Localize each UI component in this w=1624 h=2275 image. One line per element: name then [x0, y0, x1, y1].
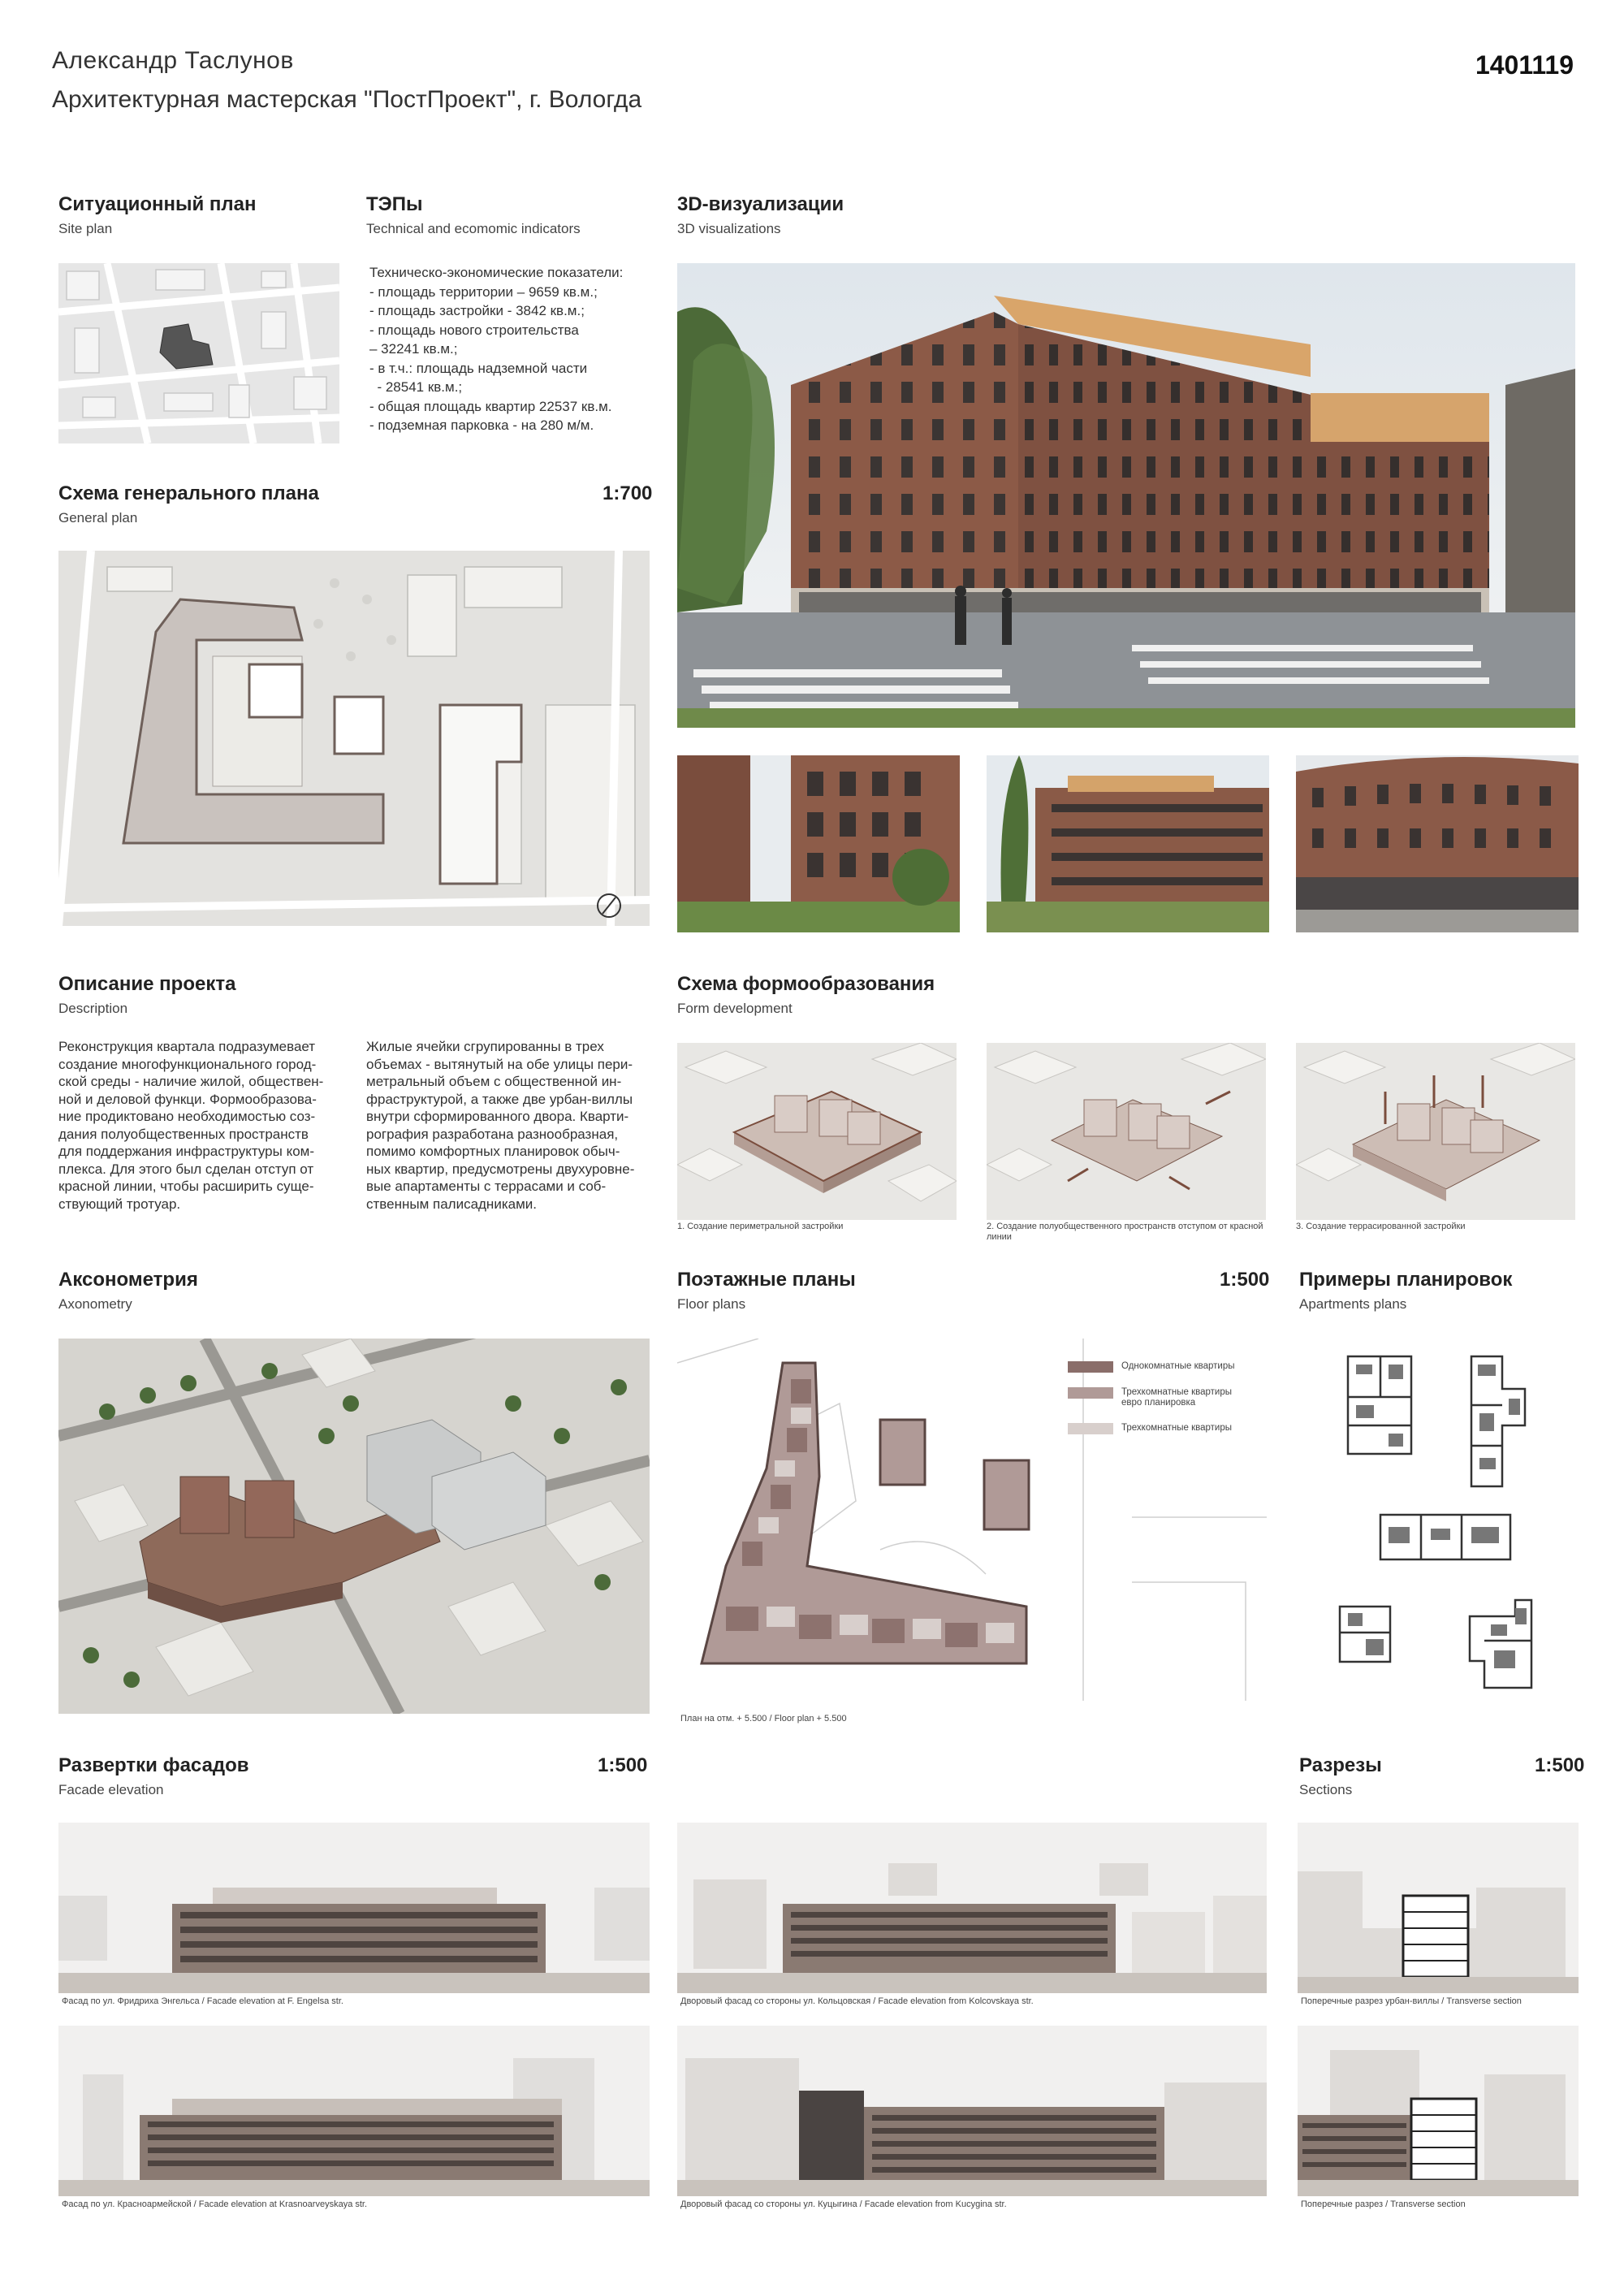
description-subtitle: Description [58, 1001, 128, 1016]
main-render-image [677, 263, 1575, 728]
teps-heading [366, 193, 581, 237]
facades-scale: 1:500 [598, 1754, 648, 1776]
apartments-heading [1299, 1269, 1512, 1313]
general-plan-image [58, 551, 650, 926]
description-line: красной линии, чтобы расширить суще- [58, 1179, 314, 1194]
form-caption-2: 2. Создание полуобщественного пространств отступом от красной линии [987, 1222, 1263, 1242]
floor-plan-legend [1068, 1361, 1255, 1449]
facade-elevation-1 [58, 1823, 650, 1993]
description-line: метральный объем с общественной ин- [366, 1074, 622, 1089]
description-line: объемах - вытянутый на обе улицы пери- [366, 1056, 633, 1072]
facade-caption-3: Фасад по ул. Красноармейской / Facade elevation at Krasnoarveyskaya str. [62, 2199, 368, 2209]
site-plan-subtitle: Site plan [58, 221, 113, 236]
legend-label: Однокомнатные квартиры [1121, 1361, 1235, 1371]
facade-caption-4: Дворовый фасад со стороны ул. Куцыгина / Facade elevation from Kucygina str. [680, 2199, 1007, 2209]
tep-line: - площадь территории – 9659 кв.м.; [369, 283, 598, 300]
axonometry-image [58, 1339, 650, 1714]
floor-plans-subtitle: Floor plans [677, 1296, 746, 1312]
author-name: Александр Таслунов [52, 47, 294, 74]
general-plan-subtitle: General plan [58, 510, 138, 525]
facade-elevation-3 [58, 2026, 650, 2196]
description-line: ных квартир, предусмотрены двухуровне- [366, 1161, 635, 1177]
tep-line: – 32241 кв.м.; [369, 341, 458, 357]
sections-scale: 1:500 [1535, 1754, 1585, 1776]
viz-heading [677, 193, 844, 237]
sections-title: Разрезы [1299, 1754, 1382, 1776]
tep-line: - общая площадь квартир 22537 кв.м. [369, 398, 612, 414]
section-image-2 [1298, 2026, 1579, 2196]
legend-swatch-3 [1068, 1423, 1113, 1434]
legend-item [1068, 1423, 1255, 1434]
teps-subtitle: Technical and ecomomic indicators [366, 221, 581, 236]
form-title: Схема формообразования [677, 973, 935, 995]
form-diagram-3 [1296, 1043, 1575, 1220]
site-plan-image [58, 263, 339, 443]
description-line: для поддержания инфраструктуры ком- [58, 1144, 315, 1159]
description-line: фраструктурой, а также две урбан-виллы [366, 1091, 633, 1107]
tep-line: - в т.ч.: площадь надземной части [369, 360, 588, 376]
viz-subtitle: 3D visualizations [677, 221, 781, 236]
site-plan-title: Ситуационный план [58, 193, 257, 215]
legend-swatch-2 [1068, 1387, 1113, 1399]
description-heading [58, 973, 235, 1017]
description-line: ской среды - наличие жилой, обществен- [58, 1074, 324, 1089]
facades-heading [58, 1754, 249, 1798]
render-thumb-2 [987, 755, 1269, 932]
form-subtitle: Form development [677, 1001, 793, 1016]
legend-swatch-1 [1068, 1361, 1113, 1373]
description-line: плекса. Для этого был сделан отступ от [58, 1161, 314, 1177]
description-line: дания полуобщественных пространств [58, 1126, 309, 1142]
axonometry-title: Аксонометрия [58, 1269, 198, 1291]
general-plan-title: Схема генерального плана [58, 482, 319, 504]
description-title: Описание проекта [58, 973, 236, 995]
teps-title: ТЭПы [366, 193, 423, 215]
facade-caption-2: Дворовый фасад со стороны ул. Кольцовская / Facade elevation from Kolcovskaya str. [680, 1996, 1034, 2006]
form-caption-3: 3. Создание террасированной застройки [1296, 1222, 1466, 1231]
sections-subtitle: Sections [1299, 1782, 1353, 1797]
apartment-plans-image [1299, 1348, 1559, 1706]
teps-list [369, 263, 662, 435]
description-col-2 [366, 1038, 650, 1213]
form-heading [677, 973, 935, 1017]
description-line: рография разработана разнообразная, [366, 1126, 619, 1142]
description-line: Жилые ячейки сгрупированны в трех [366, 1039, 604, 1054]
legend-label: Трехкомнатные квартиры [1121, 1423, 1233, 1433]
form-diagram-1 [677, 1043, 957, 1220]
facade-elevation-2 [677, 1823, 1267, 1993]
tep-line: - площадь застройки - 3842 кв.м.; [369, 303, 585, 318]
legend-item [1068, 1387, 1255, 1408]
floor-plans-title: Поэтажные планы [677, 1269, 856, 1291]
description-line: внутри сформированного двора. Кварти- [366, 1109, 629, 1124]
studio-name: Архитектурная мастерская "ПостПроект", г. Вологда [52, 86, 642, 113]
sections-heading [1299, 1754, 1382, 1798]
apartments-title: Примеры планировок [1299, 1269, 1513, 1291]
description-line: ной и деловой функци. Формообразова- [58, 1091, 317, 1107]
description-line: создание многофункционального город- [58, 1056, 317, 1072]
apartments-subtitle: Apartments plans [1299, 1296, 1407, 1312]
render-thumb-3 [1296, 755, 1579, 932]
description-col-1 [58, 1038, 343, 1213]
facade-elevation-4 [677, 2026, 1267, 2196]
facades-subtitle: Facade elevation [58, 1782, 164, 1797]
tep-line: - 28541 кв.м.; [369, 379, 463, 395]
floor-plan-caption: План на отм. + 5.500 / Floor plan + 5.500 [680, 1714, 847, 1724]
form-diagram-2 [987, 1043, 1266, 1220]
tep-line: - площадь нового строительства [369, 322, 579, 338]
section-caption-1: Поперечные разрез урбан-виллы / Transverse section [1301, 1996, 1522, 2006]
legend-label: Трехкомнатные квартиры евро планировка [1121, 1387, 1233, 1408]
tep-line: - подземная парковка - на 280 м/м. [369, 417, 594, 433]
tep-line: Техническо-экономические показатели: [369, 265, 624, 280]
section-image-1 [1298, 1823, 1579, 1993]
axonometry-subtitle: Axonometry [58, 1296, 132, 1312]
description-line: помимо комфортных планировок обыч- [366, 1144, 620, 1159]
description-line: ствующий тротуар. [58, 1196, 181, 1212]
form-caption-1: 1. Создание периметральной застройки [677, 1222, 844, 1231]
viz-title: 3D-визуализации [677, 193, 844, 215]
general-plan-scale: 1:700 [603, 482, 653, 504]
axonometry-heading [58, 1269, 198, 1313]
floor-plans-heading [677, 1269, 856, 1313]
description-line: ние продиктовано необходимостью соз- [58, 1109, 316, 1124]
facades-title: Развертки фасадов [58, 1754, 249, 1776]
project-code: 1401119 [1475, 50, 1574, 80]
floor-plans-scale: 1:500 [1220, 1269, 1270, 1291]
site-plan-heading [58, 193, 256, 237]
render-thumb-1 [677, 755, 960, 932]
description-line: вые апартаменты с террасами и соб- [366, 1179, 607, 1194]
section-caption-2: Поперечные разрез / Transverse section [1301, 2199, 1466, 2209]
facade-caption-1: Фасад по ул. Фридриха Энгельса / Facade elevation at F. Engelsa str. [62, 1996, 343, 2006]
general-plan-heading [58, 482, 319, 526]
description-line: Реконструкция квартала подразумевает [58, 1039, 316, 1054]
description-line: ственным палисадниками. [366, 1196, 537, 1212]
legend-item [1068, 1361, 1255, 1373]
